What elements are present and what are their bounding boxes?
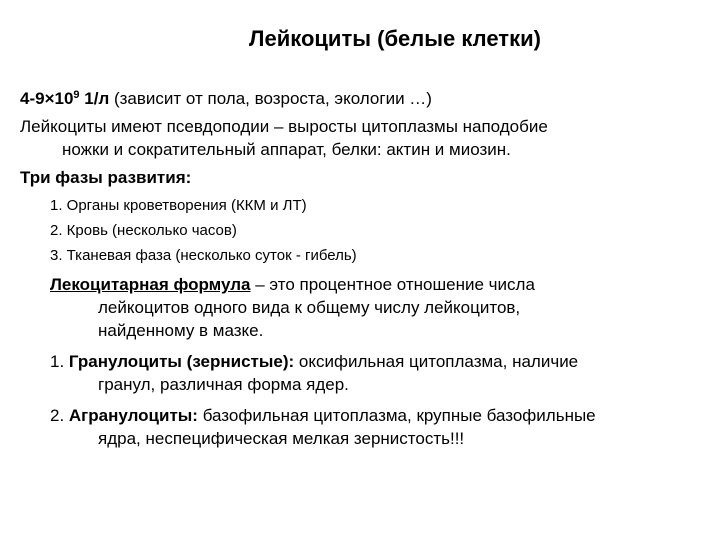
agranulocytes-desc: базофильная цитоплазма, крупные базофильные [197,406,596,425]
granulocytes-number: 1. [50,352,69,371]
phase-item: 3. Тканевая фаза (несколько суток - гибель) [50,247,357,264]
agranulocytes-number: 2. [50,406,69,425]
phases-heading: Три фазы развития: [20,168,192,187]
agranulocytes-term: Агранулоциты: [68,406,198,425]
pseudopodia-line-2: ножки и сократительный аппарат, белки: актин и миозин. [62,140,511,159]
formula-paragraph [50,273,535,342]
slide-title: Лейкоциты (белые клетки) [249,26,541,51]
count-note: (зависит от пола, возроста, экологии …) [109,89,432,108]
granulocytes-term: Гранулоциты (зернистые): [68,352,295,371]
agranulocytes-paragraph [50,404,596,450]
granulocytes-paragraph [50,350,578,396]
leukocyte-count-line [20,84,432,110]
granulocytes-desc: оксифильная цитоплазма, наличие [294,352,579,371]
count-exponent: 9 [73,89,80,101]
formula-term: Лекоцитарная формула [50,275,251,294]
formula-line-2: лейкоцитов одного вида к общему числу лейкоцитов, [98,298,521,317]
granulocytes-line-2: гранул, различная форма ядер. [98,375,349,394]
agranulocytes-line-2: ядра, неспецифическая мелкая зернистость!!! [98,429,465,448]
pseudopodia-line-1: Лейкоциты имеют псевдоподии – выросты цитоплазмы наподобие [20,117,548,136]
agranulocytes-line-1 [50,404,596,427]
formula-line-3: найденному в мазке. [98,321,264,340]
phase-item: 2. Кровь (несколько часов) [50,222,237,239]
phase-item: 1. Органы кроветворения (ККМ и ЛТ) [50,197,307,214]
formula-definition: – это процентное отношение числа [250,275,535,294]
granulocytes-line-1 [50,350,578,373]
pseudopodia-paragraph [20,115,548,161]
count-prefix: 4-9×10 [20,89,74,108]
formula-line-1 [50,273,535,296]
count-unit: 1/л [79,89,110,108]
